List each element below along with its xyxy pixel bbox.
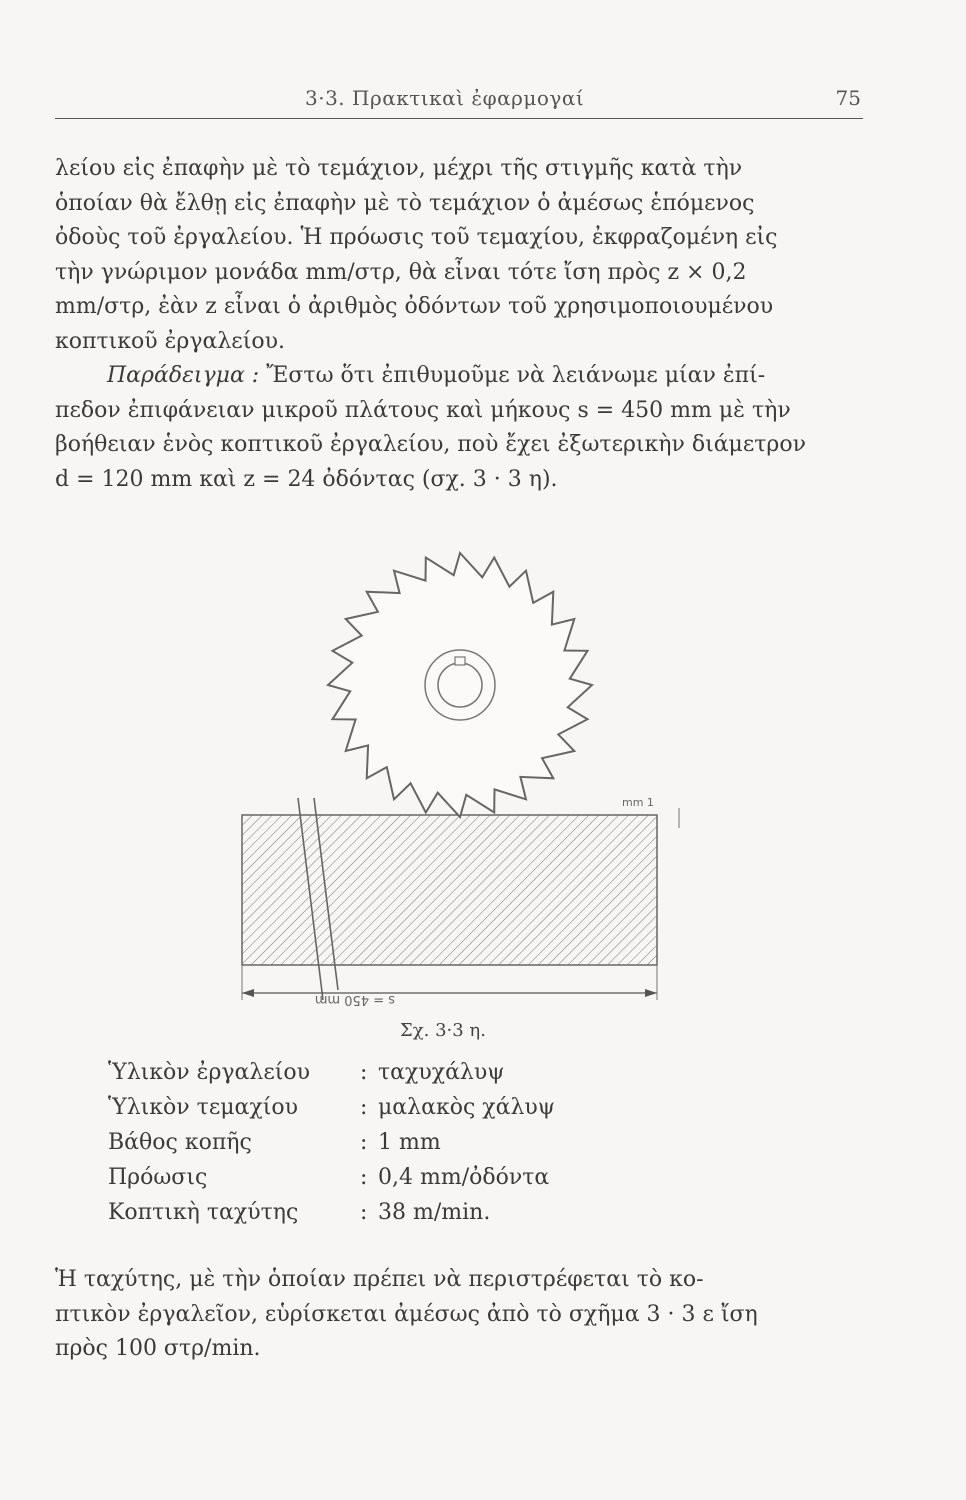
cutter-blade [328,553,592,817]
spec-value: 1 mm [378,1130,441,1155]
spec-label: Ὑλικὸν τεμαχίου [108,1095,298,1120]
dimension-arrow-right [645,989,657,997]
keyway [455,657,465,665]
spec-row [108,1095,808,1130]
spec-label: Πρόωσις [108,1165,208,1190]
figure-caption: Σχ. 3·3 η. [400,1020,486,1041]
body-paragraphs [55,152,861,497]
spec-value: 38 m/min. [378,1200,491,1225]
closing-line: πτικὸν ἐργαλεῖον, εὑρίσκεται ἀμέσως ἀπὸ τὸ σχῆμα 3 · 3 ε ἴση [55,1301,758,1327]
example-line: Ἔστω ὅτι ἐπιθυμοῦμε νὰ λειάνωμε μίαν ἐπί- [266,363,766,388]
length-label: s = 450 mm [314,992,395,1007]
spec-separator: : [360,1060,368,1085]
spec-value: 0,4 mm/ὀδόντα [378,1165,550,1190]
body-line: τὴν γνώριμον μονάδα mm/στρ, θὰ εἶναι τότε ἴση πρὸς z × 0,2 [55,259,747,285]
closing-line: πρὸς 100 στρ/min. [55,1336,261,1361]
spec-label: Ὑλικὸν ἐργαλείου [108,1060,310,1085]
closing-paragraph [55,1262,861,1366]
spec-label: Κοπτικὴ ταχύτης [108,1200,299,1225]
spec-row [108,1130,808,1165]
spec-separator: : [360,1130,368,1155]
section-title: 3·3. Πρακτικαὶ ἐφαρμογαί [305,86,585,110]
body-line: λείου εἰς ἐπαφὴν μὲ τὸ τεμάχιον, μέχρι τῆς στιγμῆς κατὰ τὴν [55,156,743,181]
example-line: πεδον ἐπιφάνειαν μικροῦ πλάτους καὶ μήκους s = 450 mm μὲ τὴν [55,397,791,423]
dimension-arrow-left [242,989,254,997]
running-header [55,86,863,119]
example-line: d = 120 mm καὶ z = 24 ὀδόντας (σχ. 3 · 3 η). [55,466,558,492]
workpiece-block [242,815,657,965]
page-number: 75 [835,86,861,110]
body-line: mm/στρ, ἐὰν z εἶναι ὁ ἀριθμὸς ὀδόντων τοῦ χρησιμοποιουμένου [55,294,774,319]
milling-cutter-figure [230,560,690,1020]
closing-line: Ἡ ταχύτης, μὲ τὴν ὁποίαν πρέπει νὰ περιστρέφεται τὸ κο- [55,1267,704,1292]
spec-row [108,1060,808,1095]
example-label: Παράδειγμα : [107,363,260,388]
spec-separator: : [360,1200,368,1225]
example-first-line [55,359,861,394]
spec-row [108,1165,808,1200]
spec-row [108,1200,808,1235]
spec-value: μαλακὸς χάλυψ [378,1095,556,1120]
example-line: βοήθειαν ἑνὸς κοπτικοῦ ἐργαλείου, ποὺ ἔχει ἐξωτερικὴν διάμετρον [55,432,806,457]
depth-label: mm 1 [622,796,654,809]
spec-separator: : [360,1165,368,1190]
spec-list [108,1060,808,1235]
spec-value: ταχυχάλυψ [378,1060,505,1085]
body-line: ὁποίαν θὰ ἔλθῃ εἰς ἐπαφὴν μὲ τὸ τεμάχιον ὁ ἀμέσως ἑπόμενος [55,190,755,216]
body-line: ὀδοὺς τοῦ ἐργαλείου. Ἡ πρόωσις τοῦ τεμαχίου, ἐκφραζομένη εἰς [55,225,778,250]
figure-drawing [230,560,690,1020]
spec-label: Βάθος κοπῆς [108,1130,252,1155]
body-line: κοπτικοῦ ἐργαλείου. [55,328,285,354]
spec-separator: : [360,1095,368,1120]
